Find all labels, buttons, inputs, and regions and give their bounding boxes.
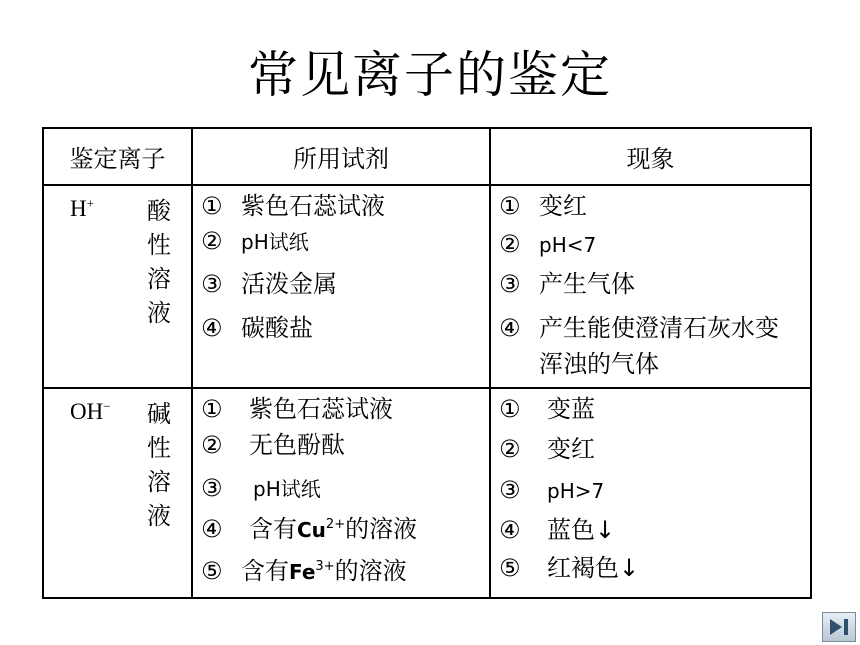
reagent-cell [192, 388, 490, 598]
list-item: ③ pH试纸 [201, 474, 321, 502]
list-item: ④ 产生能使澄清石灰水变浑浊的气体 [499, 314, 779, 378]
ion-formula: H+ [70, 195, 94, 221]
list-item: ④ 蓝色↓ [499, 516, 616, 544]
ion-cell [43, 388, 192, 598]
list-item: ① 紫色石蕊试液 [201, 192, 385, 220]
table-row-base [43, 388, 811, 598]
ion-identification-table [42, 127, 812, 599]
ion-description: 碱 性 溶 液 [147, 400, 171, 530]
next-slide-button[interactable] [822, 612, 856, 642]
list-item: ① 变红 [499, 192, 587, 220]
page-title: 常见离子的鉴定 [248, 46, 612, 104]
list-item: ① 变蓝 [499, 395, 595, 423]
header-reagent: 所用试剂 [192, 128, 490, 185]
list-item: ① 紫色石蕊试液 [201, 395, 393, 423]
table-header-row [43, 128, 811, 185]
list-item: ③ pH>7 [499, 476, 605, 504]
ion-formula: OH− [70, 398, 111, 424]
table-row-acid [43, 185, 811, 388]
ion-description: 酸 性 溶 液 [147, 197, 171, 327]
reagent-cell [192, 185, 490, 388]
list-item: ③ 产生气体 [499, 270, 635, 298]
phenomenon-cell [490, 388, 811, 598]
header-phenomenon: 现象 [490, 128, 811, 185]
list-item: ⑤ 红褐色↓ [499, 554, 640, 582]
list-item: ② 变红 [499, 435, 595, 463]
phenomenon-cell [490, 185, 811, 388]
header-ion: 鉴定离子 [43, 128, 192, 185]
list-item: ⑤ 含有$Fe^{3+}$的溶液 [201, 557, 407, 585]
next-slide-icon [827, 617, 851, 637]
list-item: ④ 碳酸盐 [201, 314, 313, 342]
list-item: ④ 含有$Cu^{2+}$的溶液 [201, 515, 418, 543]
list-item: ② 无色酚酞 [201, 431, 345, 459]
list-item: ③ 活泼金属 [201, 270, 337, 298]
ion-cell [43, 185, 192, 388]
list-item: ② pH<7 [499, 230, 597, 258]
list-item: ② pH试纸 [201, 227, 309, 255]
